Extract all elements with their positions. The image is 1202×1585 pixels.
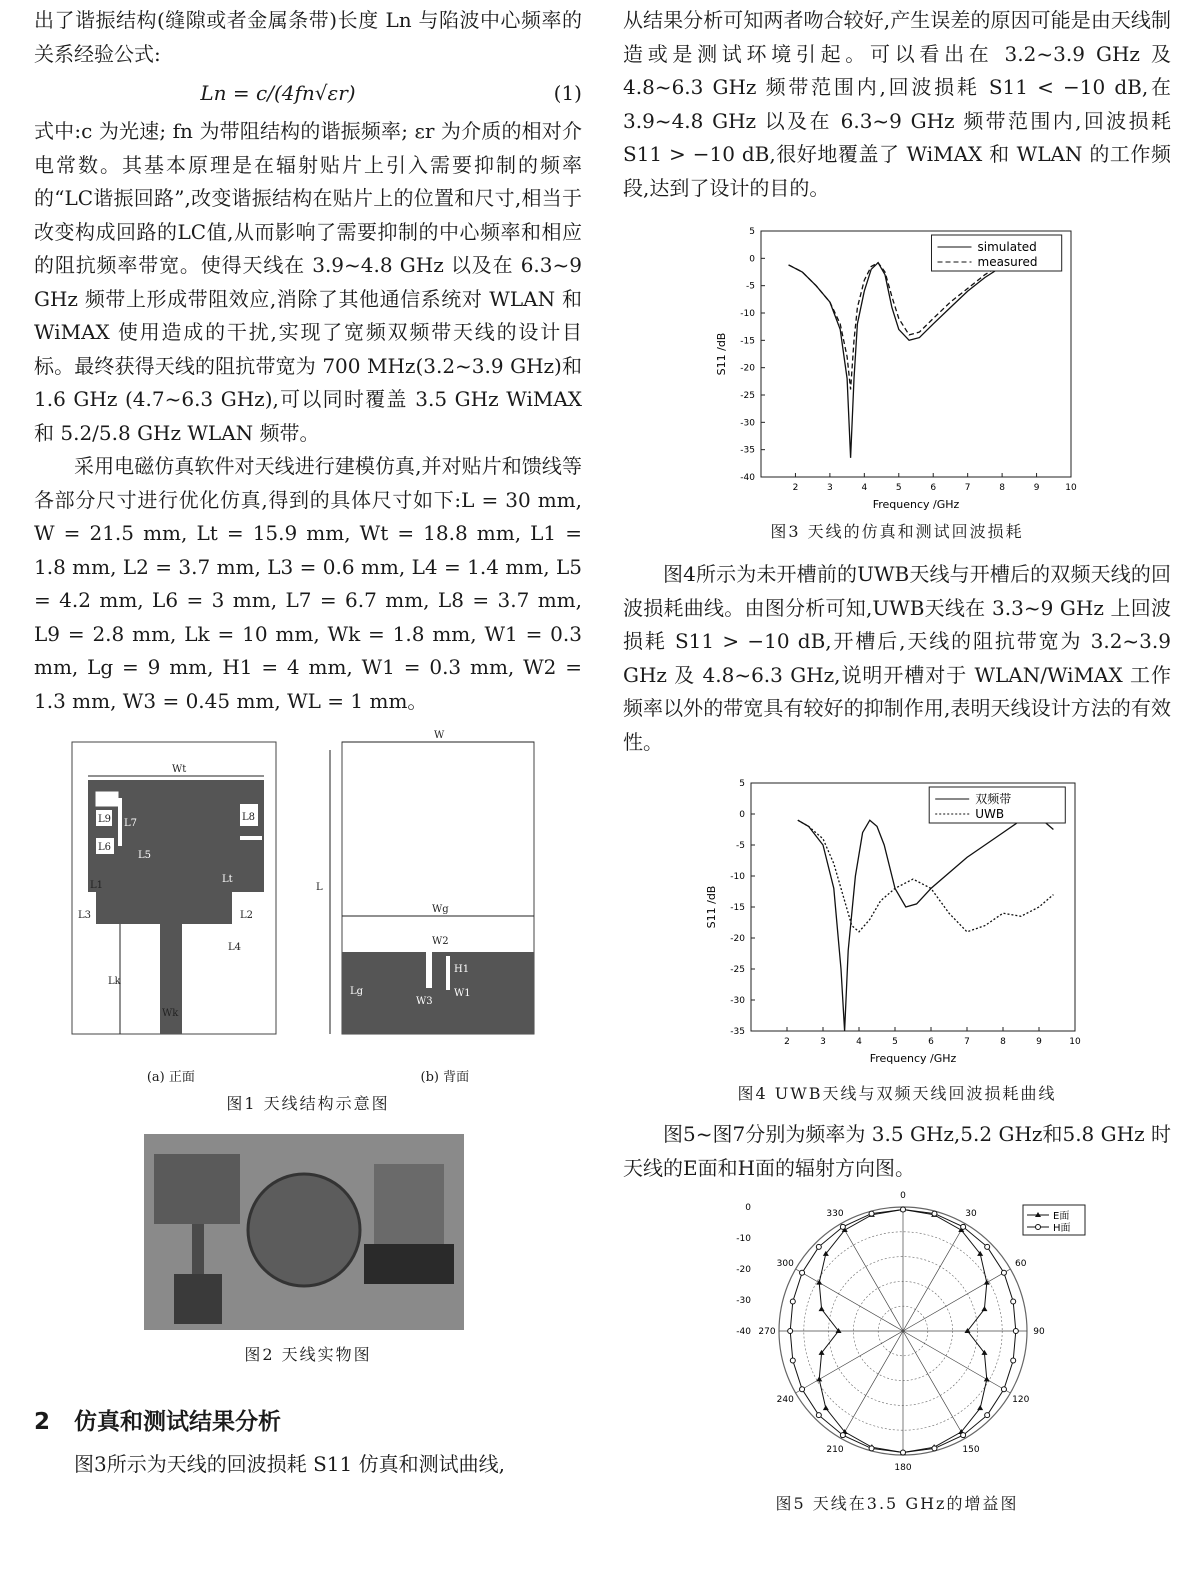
x-tick-label: 9 <box>1033 483 1040 493</box>
angle-label: 300 <box>776 1259 794 1269</box>
subcaption-b: (b) 背面 <box>420 1070 470 1085</box>
angle-label: 30 <box>965 1209 977 1220</box>
x-tick-label: 9 <box>1036 1037 1042 1047</box>
polar-point-h <box>816 1413 821 1418</box>
label-l2: L2 <box>240 910 254 921</box>
s11-chart-fig4 <box>623 775 1171 1075</box>
polar-point-h <box>790 1299 795 1304</box>
series-line-measured <box>789 261 1047 389</box>
photo-feed <box>192 1224 204 1274</box>
label-wk: Wk <box>162 1008 179 1019</box>
x-tick-label: 2 <box>784 1037 790 1047</box>
y-tick-label: -5 <box>736 841 745 851</box>
y-tick-label: -25 <box>740 391 755 401</box>
angle-label: 150 <box>962 1444 980 1455</box>
left-para-1: 出了谐振结构(缝隙或者金属条带)长度 Ln 与陷波中心频率的关系经验公式: <box>34 8 582 66</box>
x-tick-label: 3 <box>820 1037 826 1047</box>
polar-point-e <box>823 1405 829 1410</box>
polar-point-e <box>816 1376 822 1381</box>
x-tick-label: 10 <box>1069 1037 1081 1047</box>
figure-1-subcaptions <box>34 1066 582 1085</box>
label-lt: Lt <box>222 874 233 885</box>
angle-label: 90 <box>1033 1327 1045 1337</box>
x-tick-label: 10 <box>1065 483 1077 493</box>
x-tick-label: 6 <box>928 1037 934 1047</box>
label-w: W <box>434 730 445 741</box>
ground-slot-1 <box>426 952 432 988</box>
slot-bar <box>240 836 262 840</box>
polar-spoke <box>903 1224 965 1331</box>
polar-point-h <box>1011 1299 1016 1304</box>
polar-point-e <box>816 1280 822 1285</box>
r-tick-label: -30 <box>736 1296 751 1306</box>
figure-5 <box>623 1191 1171 1514</box>
polar-point-e <box>984 1376 990 1381</box>
polar-point-e <box>819 1306 825 1311</box>
section-heading <box>34 1403 582 1436</box>
equation-number: (1) <box>553 81 582 105</box>
polar-point-e <box>984 1280 990 1285</box>
label-wg: Wg <box>432 904 449 915</box>
angle-label: 240 <box>776 1395 794 1405</box>
figure-1 <box>34 730 582 1114</box>
x-tick-label: 7 <box>964 1037 970 1047</box>
polar-point-h <box>985 1244 990 1249</box>
legend-label: 双频带 <box>975 792 1012 806</box>
legend-label: UWB <box>975 807 1005 821</box>
label-l5: L5 <box>138 850 152 861</box>
x-tick-label: 7 <box>964 483 971 493</box>
y-tick-label: 0 <box>739 810 745 820</box>
polar-point-h <box>1013 1329 1018 1334</box>
left-para-3: 采用电磁仿真软件对天线进行建模仿真,并对贴片和馈线等各部分尺寸进行优化仿真,得到的具体尺寸如下:L = 30 mm, W = 21.5 mm, Lt = 15.9 mm, Wt = 18.8 mm, L1 = 1.8 mm, L2 = 3.7 mm, L3 = 0.6 mm, L4 = 1.4 mm, L5 = 4.2 mm, L6 = 3 mm, L7 = 6.7 mm, L8 = 3.7 mm, L9 = 2.8 mm, Lk = 10 mm, Wk = 1.8 mm, W1 = 0.3 mm, Lg = 9 mm, H1 = 4 mm, W1 = 0.3 mm, W2 = 1.3 mm, W3 = 0.45 mm, WL = 1 mm。 <box>34 454 582 713</box>
y-tick-label: -35 <box>730 1027 745 1037</box>
y-tick-label: -35 <box>740 445 755 456</box>
label-lg: Lg <box>350 986 364 997</box>
label-w1b: W1 <box>454 988 471 999</box>
antenna-photo <box>34 1134 582 1330</box>
polar-point-e <box>981 1306 987 1311</box>
angle-label: 180 <box>894 1463 912 1473</box>
label-w2: W2 <box>432 936 449 947</box>
label-l8: L8 <box>242 812 256 823</box>
section-title: 仿真和测试结果分析 <box>74 1409 282 1435</box>
x-tick-label: 3 <box>827 483 833 493</box>
polar-point-e <box>977 1405 983 1410</box>
label-w3: W3 <box>416 996 433 1007</box>
polar-spoke <box>841 1331 903 1438</box>
label-h1: H1 <box>454 964 470 975</box>
x-tick-label: 8 <box>999 483 1005 493</box>
x-tick-label: 2 <box>792 483 799 493</box>
polar-point-h <box>932 1446 937 1451</box>
figure-3 <box>623 223 1171 542</box>
polar-point-h <box>788 1329 793 1334</box>
x-tick-label: 5 <box>892 1037 898 1047</box>
polar-legend-label: E面 <box>1053 1211 1070 1222</box>
y-tick-label: -30 <box>730 996 745 1006</box>
photo-coin <box>248 1174 360 1286</box>
legend-label: simulated <box>977 240 1037 254</box>
y-tick-label: -10 <box>730 872 745 882</box>
y-tick-label: 5 <box>739 779 745 789</box>
legend-label: measured <box>977 255 1038 269</box>
y-tick-label: -5 <box>746 281 755 292</box>
r-tick-label: 0 <box>745 1203 751 1213</box>
left-column <box>34 4 582 1482</box>
section-number: 2 <box>34 1409 51 1435</box>
angle-label: 210 <box>826 1444 844 1455</box>
angle-label: 0 <box>900 1191 906 1201</box>
right-para-1: 从结果分析可知两者吻合较好,产生误差的原因可能是由天线制造或是测试环境引起。可以看出在 3.2~3.9 GHz 及 4.8~6.3 GHz 频带范围内,回波损耗 S11 < −10 dB,在 3.9~4.8 GHz 以及在 6.3~9 GHz 频带范围内,回波损耗 S11 > −10 dB,很好地覆盖了 WiMAX 和 WLAN 的工作频段,达到了设计的目的。 <box>623 8 1171 200</box>
label-w1: W1 <box>96 794 113 805</box>
right-para-2: 图4所示为未开槽前的UWB天线与开槽后的双频天线的回波损耗曲线。由图分析可知,UWB天线在 3.3~9 GHz 上回波损耗 S11 > −10 dB,开槽后,天线的阻抗带宽为 3.2~3.9 GHz 及 4.8~6.3 GHz,说明开槽对于 WLAN/WiMAX 工作频率以外的带宽具有较好的抑制作用,表明天线设计方法的有效性。 <box>623 562 1171 754</box>
left-para-4: 图3所示为天线的回波损耗 S11 仿真和测试曲线, <box>74 1452 505 1476</box>
polar-point-h <box>800 1270 805 1275</box>
angle-label: 120 <box>1012 1395 1030 1405</box>
right-column <box>623 4 1171 1514</box>
r-tick-label: -20 <box>736 1265 751 1275</box>
polar-point-h <box>816 1244 821 1249</box>
angle-label: 270 <box>758 1327 776 1337</box>
label-lk: Lk <box>108 976 121 987</box>
polar-point-h <box>985 1413 990 1418</box>
polar-point-h <box>1001 1270 1006 1275</box>
polar-spoke <box>796 1331 903 1393</box>
polar-point-h <box>901 1450 906 1455</box>
polar-point-h <box>961 1224 966 1229</box>
angle-label: 60 <box>1015 1259 1027 1269</box>
figure-4-caption: 图4 UWB天线与双频天线回波损耗曲线 <box>737 1084 1057 1103</box>
figure-1-caption: 图1 天线结构示意图 <box>226 1094 390 1113</box>
polar-point-h <box>961 1433 966 1438</box>
polar-point-h <box>1001 1387 1006 1392</box>
slot-l7 <box>118 798 122 846</box>
s11-chart-fig3 <box>623 223 1171 513</box>
polar-point-h <box>790 1358 795 1363</box>
r-tick-label: -40 <box>736 1327 751 1337</box>
x-axis-label: Frequency /GHz <box>872 498 960 511</box>
polar-point-h <box>840 1433 845 1438</box>
photo-connector <box>174 1274 222 1324</box>
y-tick-label: -10 <box>740 309 755 319</box>
label-l6: L6 <box>98 842 112 853</box>
y-tick-label: -20 <box>730 934 745 944</box>
photo-antenna-front <box>154 1154 240 1224</box>
polar-spoke <box>841 1224 903 1331</box>
y-tick-label: -30 <box>740 418 755 429</box>
series-line-simulated <box>789 260 1047 458</box>
label-l3: L3 <box>78 910 92 921</box>
ground-slot-2 <box>446 956 450 990</box>
polar-legend-marker <box>1036 1225 1041 1230</box>
figure-4 <box>623 775 1171 1104</box>
y-tick-label: 0 <box>749 254 755 265</box>
y-tick-label: 5 <box>749 227 755 237</box>
label-l9: L9 <box>98 814 112 825</box>
polar-legend-label: H面 <box>1053 1223 1071 1234</box>
photo-ground <box>364 1244 454 1284</box>
figure-5-caption: 图5 天线在3.5 GHz的增益图 <box>775 1494 1019 1513</box>
left-para-2: 式中:c 为光速; fn 为带阻结构的谐振频率; εr 为介质的相对介电常数。其基本原理是在辐射贴片上引入需要抑制的频率的“LC谐振回路”,改变谐振结构在贴片上的位置和尺寸,相当于改变构成回路的LC值,从而影响了需要抑制的中心频率和相应的阻抗频率带宽。使得天线在 3.9~4.8 GHz 以及在 6.3~9 GHz 频带上形成带阻效应,消除了其他通信系统对 WLAN 和 WiMAX 使用造成的干扰,实现了宽频双频带天线的设计目标。最终获得天线的阻抗带宽为 700 MHz(3.2~3.9 GHz)和 1.6 GHz (4.7~6.3 GHz),可以同时覆盖 3.5 GHz WiMAX 和 5.2/5.8 GHz WLAN 频带。 <box>34 119 582 445</box>
x-tick-label: 6 <box>930 483 937 493</box>
antenna-structure-diagram <box>34 730 582 1060</box>
polar-point-h <box>1011 1358 1016 1363</box>
polar-gain-chart <box>623 1191 1171 1485</box>
ground-plane <box>342 952 534 1034</box>
y-tick-label: -40 <box>740 473 755 483</box>
label-l4: L4 <box>228 942 242 953</box>
polar-point-h <box>869 1446 874 1451</box>
y-tick-label: -15 <box>730 903 745 913</box>
equation-formula: Ln = c/(4fn√εr) <box>200 81 356 105</box>
label-l1: L1 <box>90 880 104 891</box>
label-l7: L7 <box>124 818 138 829</box>
r-tick-label: -10 <box>736 1234 751 1244</box>
y-tick-label: -15 <box>740 336 755 347</box>
equation-1 <box>34 71 582 115</box>
x-axis-label: Frequency /GHz <box>869 1052 957 1065</box>
series-line-双频带 <box>798 817 1054 1031</box>
x-tick-label: 4 <box>856 1037 862 1047</box>
x-tick-label: 4 <box>861 483 868 493</box>
polar-spoke <box>903 1269 1010 1331</box>
x-tick-label: 8 <box>1000 1037 1006 1047</box>
angle-label: 330 <box>826 1209 844 1220</box>
y-tick-label: -25 <box>730 965 745 975</box>
polar-point-h <box>901 1207 906 1212</box>
y-tick-label: -20 <box>740 363 755 374</box>
right-para-3: 图5~图7分别为频率为 3.5 GHz,5.2 GHz和5.8 GHz 时天线的E面和H面的辐射方向图。 <box>623 1122 1171 1180</box>
polar-spoke <box>903 1331 965 1438</box>
subcaption-a: (a) 正面 <box>146 1070 195 1085</box>
polar-spoke <box>903 1331 1010 1393</box>
polar-point-h <box>840 1224 845 1229</box>
label-wt: Wt <box>172 764 187 775</box>
figure-3-caption: 图3 天线的仿真和测试回波损耗 <box>770 522 1024 541</box>
figure-2-caption: 图2 天线实物图 <box>244 1345 372 1364</box>
polar-point-h <box>932 1211 937 1216</box>
polar-point-h <box>869 1211 874 1216</box>
y-axis-label: S11 /dB <box>705 885 718 929</box>
x-tick-label: 5 <box>895 483 902 493</box>
figure-2 <box>34 1134 582 1365</box>
polar-spoke <box>796 1269 903 1331</box>
y-axis-label: S11 /dB <box>715 332 728 376</box>
polar-point-h <box>800 1387 805 1392</box>
label-l: L <box>316 882 323 893</box>
